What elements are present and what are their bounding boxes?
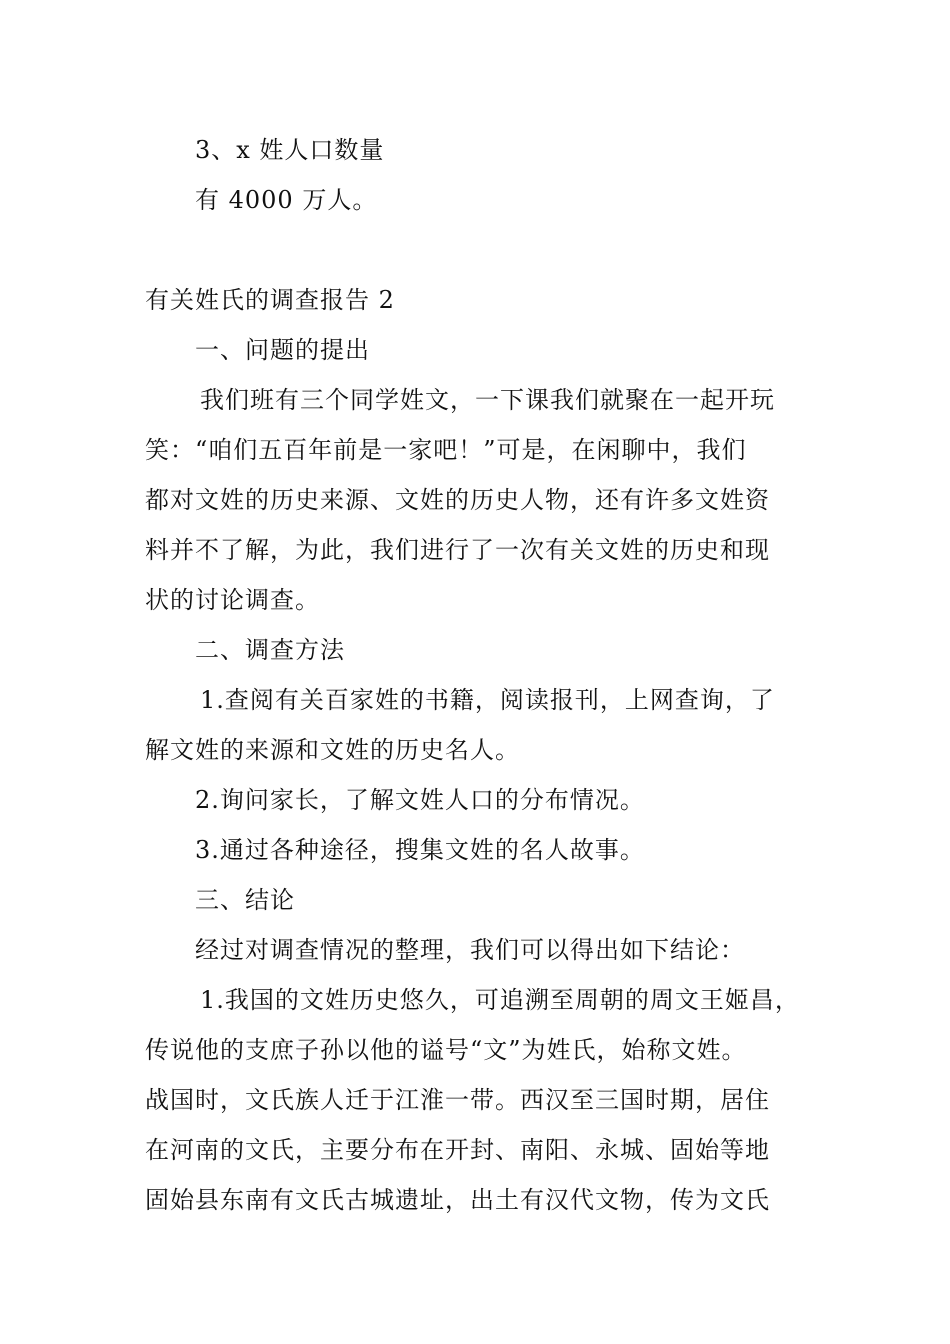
paragraph-line: 战国时，文氏族人迁于江淮一带。西汉至三国时期，居住 [145,1086,770,1114]
paragraph-line: 传说他的支庶子孙以他的谥号“文”为姓氏，始称文姓。 [145,1036,747,1064]
paragraph-line: 都对文姓的历史来源、文姓的历史人物，还有许多文姓资 [145,486,770,514]
report-title: 有关姓氏的调查报告 2 [145,286,395,314]
part1-heading: 一、问题的提出 [195,336,370,364]
paragraph-line: 固始县东南有文氏古城遗址，出土有汉代文物，传为文氏 [145,1186,770,1214]
paragraph-line: 笑：“咱们五百年前是一家吧！”可是，在闲聊中，我们 [145,436,747,464]
paragraph-line: 1.查阅有关百家姓的书籍，阅读报刊，上网查询，了 [200,686,775,714]
method2-text: 2.询问家长，了解文姓人口的分布情况。 [195,786,645,814]
paragraph-line: 我们班有三个同学姓文，一下课我们就聚在一起开玩 [200,386,775,414]
part3-intro: 经过对调查情况的整理，我们可以得出如下结论： [195,936,745,964]
item3-text: 有 4000 万人。 [195,186,378,214]
paragraph-line: 解文姓的来源和文姓的历史名人。 [145,736,520,764]
method3-text: 3.通过各种途径，搜集文姓的名人故事。 [195,836,645,864]
paragraph-line: 在河南的文氏，主要分布在开封、南阳、永城、固始等地 [145,1136,770,1164]
paragraph-line: 状的讨论调查。 [145,586,320,614]
paragraph-line: 料并不了解，为此，我们进行了一次有关文姓的历史和现 [145,536,770,564]
item3-heading: 3、x 姓人口数量 [195,136,385,164]
part3-heading: 三、结论 [195,886,295,914]
paragraph-line: 1.我国的文姓历史悠久，可追溯至周朝的周文王姬昌， [200,986,800,1014]
part2-heading: 二、调查方法 [195,636,345,664]
